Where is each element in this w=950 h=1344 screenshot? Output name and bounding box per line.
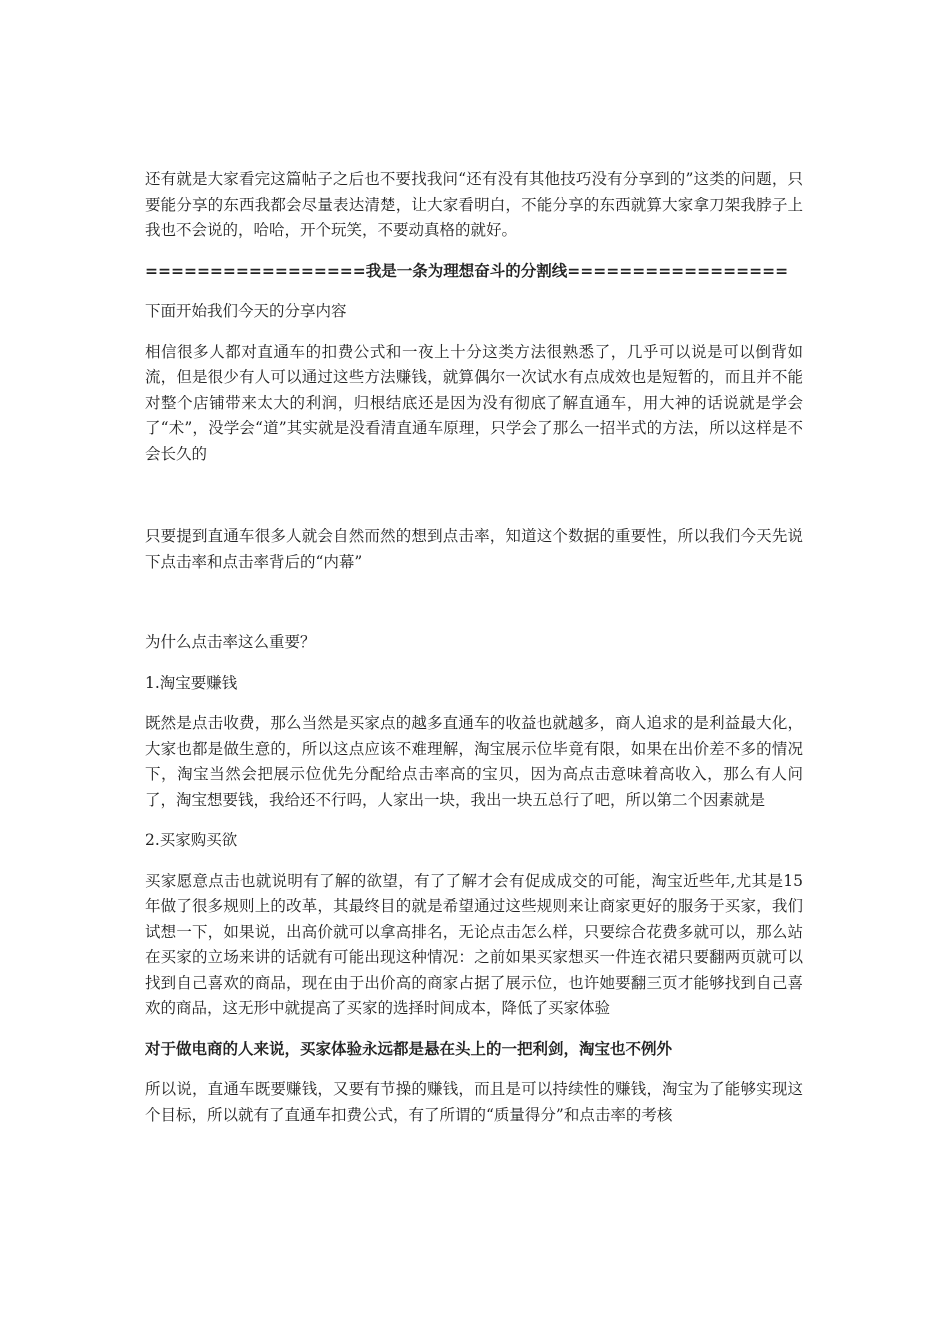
point-heading-2: 2.买家购买欲 — [145, 831, 238, 849]
paragraph-start-sharing: 下面开始我们今天的分享内容 — [145, 302, 347, 320]
paragraph-click-rate-intro: 只要提到直通车很多人就会自然而然的想到点击率，知道这个数据的重要性，所以我们今天先说下点击率和点击率背后的“内幕” — [145, 527, 803, 571]
blank-spacer — [145, 482, 803, 524]
paragraph-background: 相信很多人都对直通车的扣费公式和一夜上十分这类方法很熟悉了，几乎可以说是可以倒背如流，但是很少有人可以通过这些方法赚钱，就算偶尔一次试水有点成效也是短暂的，而且并不能对整个店铺带来太大的利润，归根结底还是因为没有彻底了解直通车，用大神的话说就是学会了“术”，没学会“道”其实就是没看清直通车原理，只学会了那么一招半式的方法，所以这样是不会长久的 — [145, 342, 803, 463]
section-divider: =================我是一条为理想奋斗的分割线================= — [145, 261, 789, 280]
document-body — [145, 167, 803, 1143]
point-heading-1: 1.淘宝要赚钱 — [145, 673, 238, 692]
blank-spacer — [145, 590, 803, 630]
paragraph-conclusion: 所以说，直通车既要赚钱，又要有节操的赚钱，而且是可以持续性的赚钱，淘宝为了能够实现这个目标，所以就有了直通车扣费公式，有了所谓的“质量得分”和点击率的考核 — [145, 1080, 803, 1124]
paragraph-intro-note: 还有就是大家看完这篇帖子之后也不要找我问“还有没有其他技巧没有分享到的”这类的问题，只要能分享的东西我都会尽量表达清楚，让大家看明白，不能分享的东西就算大家拿刀架我脖子上我也不会说的，哈哈，开个玩笑，不要动真格的就好。 — [145, 170, 803, 239]
paragraph-point-1: 既然是点击收费，那么当然是买家点的越多直通车的收益也就越多，商人追求的是利益最大化，大家也都是做生意的，所以这点应该不难理解，淘宝展示位毕竟有限，如果在出价差不多的情况下，淘宝当然会把展示位优先分配给点击率高的宝贝，因为高点击意味着高收入，那么有人问了，淘宝想要钱，我给还不行吗，人家出一块，我出一块五总行了吧，所以第二个因素就是 — [145, 714, 803, 809]
paragraph-point-2: 买家愿意点击也就说明有了解的欲望，有了了解才会有促成成交的可能，淘宝近些年,尤其是15年做了很多规则上的改革，其最终目的就是希望通过这些规则来让商家更好的服务于买家，我们试想一下，如果说，出高价就可以拿高排名，无论点击怎么样，只要综合花费多就可以，那么站在买家的立场来讲的话就有可能出现这种情况：之前如果买家想买一件连衣裙只要翻两页就可以找到自己喜欢的商品，现在由于出价高的商家占据了展示位，也许她要翻三页才能够找到自己喜欢的商品，这无形中就提高了买家的选择时间成本，降低了买家体验 — [145, 871, 803, 1017]
bold-statement: 对于做电商的人来说，买家体验永远都是悬在头上的一把利剑，淘宝也不例外 — [145, 1039, 673, 1058]
question-heading: 为什么点击率这么重要？ — [145, 633, 316, 651]
